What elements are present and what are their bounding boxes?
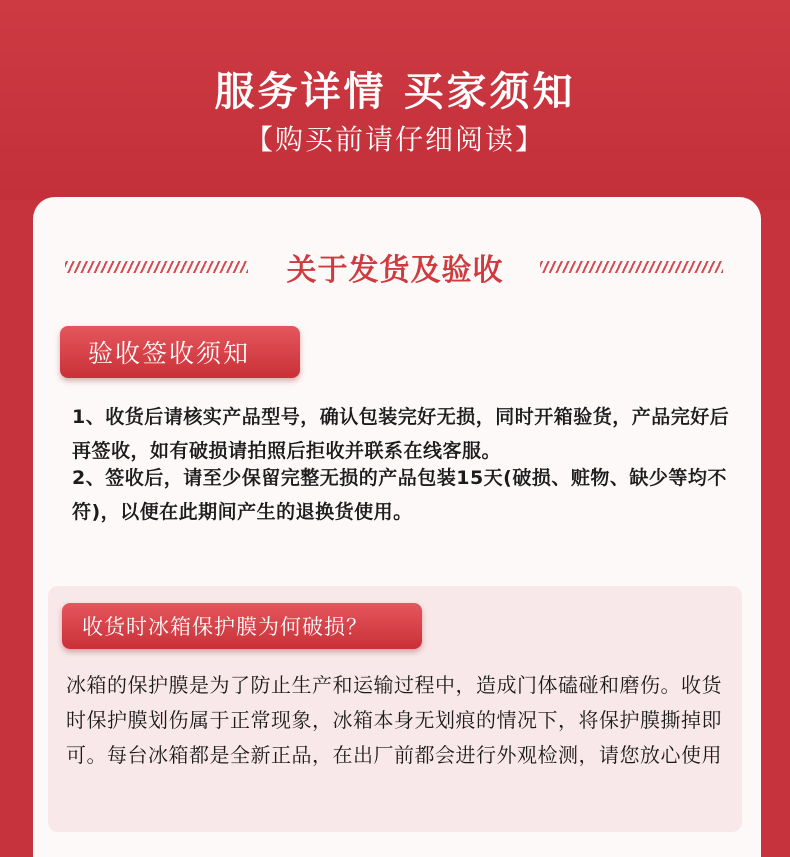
faq-question-tag: 收货时冰箱保护膜为何破损？ — [62, 603, 422, 649]
inspection-item-2: 2、签收后，请至少保留完整无损的产品包装15天(破损、赃物、缺少等均不符)，以便在此期间产生的退换货使用。 — [72, 467, 727, 523]
section-header — [0, 245, 790, 291]
inspection-item-1: 1、收货后请核实产品型号，确认包装完好无损，同时开箱验货，产品完好后再签收，如有破损请拍照后拒收并联系在线客服。 — [72, 406, 730, 462]
section-title: 关于发货及验收 — [286, 253, 504, 288]
decorative-hatch-right — [540, 261, 723, 273]
page-title: 服务详情 买家须知 — [214, 69, 576, 115]
page-subtitle: 【购买前请仔细阅读】 — [244, 123, 545, 156]
inspection-tag: 验收签收须知 — [60, 326, 300, 378]
faq-answer: 冰箱的保护膜是为了防止生产和运输过程中，造成门体磕碰和磨伤。收货时保护膜划伤属于正常现象，冰箱本身无划痕的情况下，将保护膜撕掉即可。每台冰箱都是全新正品，在出厂前都会进行外观检测，请您放心使用 — [66, 673, 722, 767]
